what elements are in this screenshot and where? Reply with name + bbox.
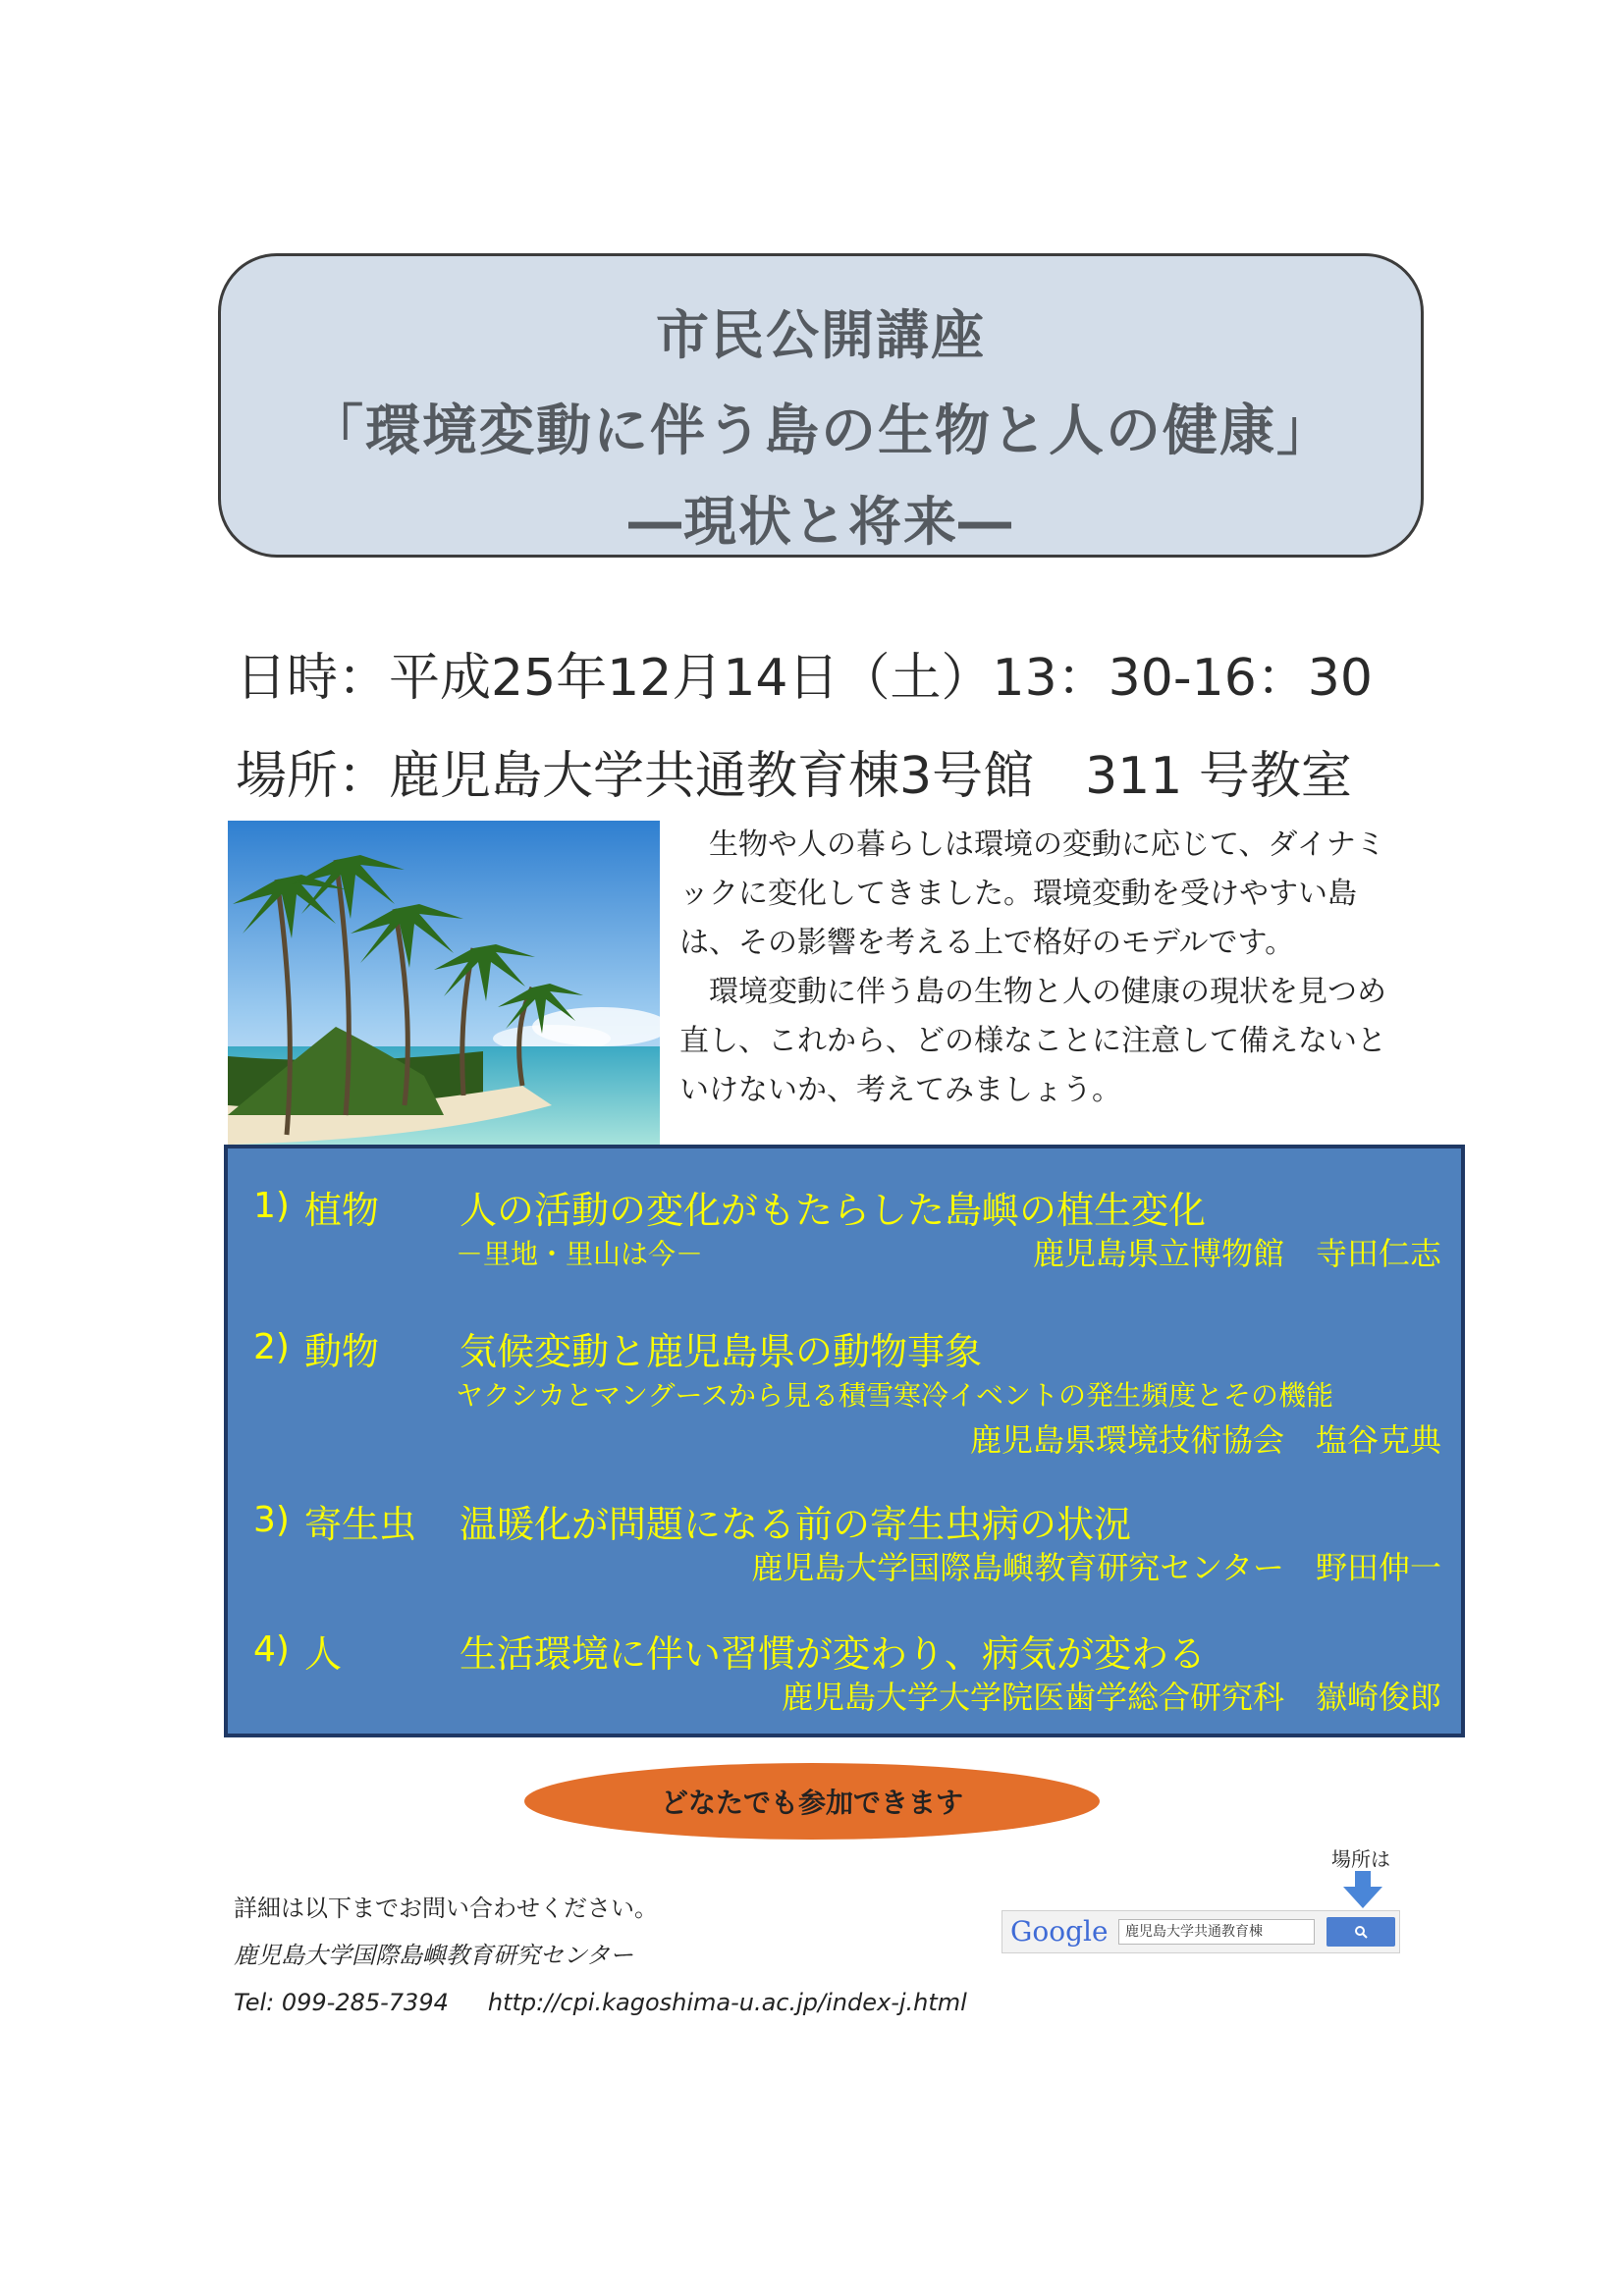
topic-title: 人の活動の変化がもたらした島嶼の植生変化 [460,1189,1207,1232]
intro-paragraph-2: 環境変動に伴う島の生物と人の健康の現状を見つめ直し、これから、どの様なことに注意して備えないといけないか、考えてみましょう。 [679,975,1386,1107]
contact-note: 詳細は以下までお問い合わせください。 [234,1895,658,1922]
event-place: 場所：鹿児島大学共通教育棟3号館 311 号教室 [236,747,1352,806]
contact-url[interactable]: http://cpi.kagoshima-u.ac.jp/index-j.html [487,1989,967,2016]
arrow-down-icon [1343,1871,1382,1912]
intro-paragraph-1: 生物や人の暮らしは環境の変動に応じて、ダイナミックに変化してきました。環境変動を受けやすい島は、その影響を考える上で格好のモデルです。 [679,828,1385,960]
open-to-all-badge [524,1763,1100,1840]
lecture-topics-panel [224,1145,1465,1737]
topic-number: 1) [253,1186,290,1226]
topic-title: 生活環境に伴い習慣が変わり、病気が変わる [460,1632,1207,1676]
topic-subtitle: －里地・里山は今－ [456,1238,704,1270]
lecture-main-title: 「環境変動に伴う島の生物と人の健康」 [308,400,1333,463]
search-button [1326,1917,1395,1947]
topic-number: 4) [253,1629,290,1670]
topic-category: 人 [304,1632,343,1676]
map-hint-label: 場所は [1331,1847,1390,1871]
topic-speaker: 鹿児島大学国際島嶼教育研究センター 野田伸一 [751,1549,1441,1586]
contact-block [234,1885,967,2026]
topic-category: 寄生虫 [304,1503,417,1546]
search-logo: Google [1010,1915,1109,1948]
topic-speaker: 鹿児島県立博物館 寺田仁志 [1032,1235,1441,1272]
title-box [218,253,1424,558]
lecture-series-title: 市民公開講座 [656,304,986,366]
event-date: 日時：平成25年12月14日（土）13：30-16：30 [236,649,1373,708]
intro-text [679,821,1406,1115]
topic-category: 植物 [304,1189,380,1232]
topic-title: 温暖化が問題になる前の寄生虫病の状況 [460,1503,1132,1546]
contact-details [234,1979,967,2026]
topic-title: 気候変動と鹿児島県の動物事象 [460,1330,983,1373]
topic-speaker: 鹿児島県環境技術協会 塩谷克典 [969,1421,1441,1459]
topic-category: 動物 [304,1330,380,1373]
topic-speaker: 鹿児島大学大学院医歯学総合研究科 嶽崎俊郎 [781,1679,1441,1716]
topic-number: 3) [253,1500,290,1540]
magnifier-icon [1354,1925,1368,1939]
topic-subtitle: ヤクシカとマングースから見る積雪寒冷イベントの発生頻度とその機能 [456,1379,1334,1412]
badge-label: どなたでも参加できます [660,1787,963,1819]
contact-phone: Tel: 099-285-7394 [234,1989,449,2016]
contact-organization: 鹿児島大学国際島嶼教育研究センター [234,1942,634,1969]
topic-number: 2) [253,1327,290,1367]
search-bar-image [1001,1910,1400,1953]
search-input: 鹿児島大学共通教育棟 [1118,1919,1315,1945]
lecture-subtitle: ―現状と将来― [628,491,1013,553]
beach-photo [228,821,660,1145]
